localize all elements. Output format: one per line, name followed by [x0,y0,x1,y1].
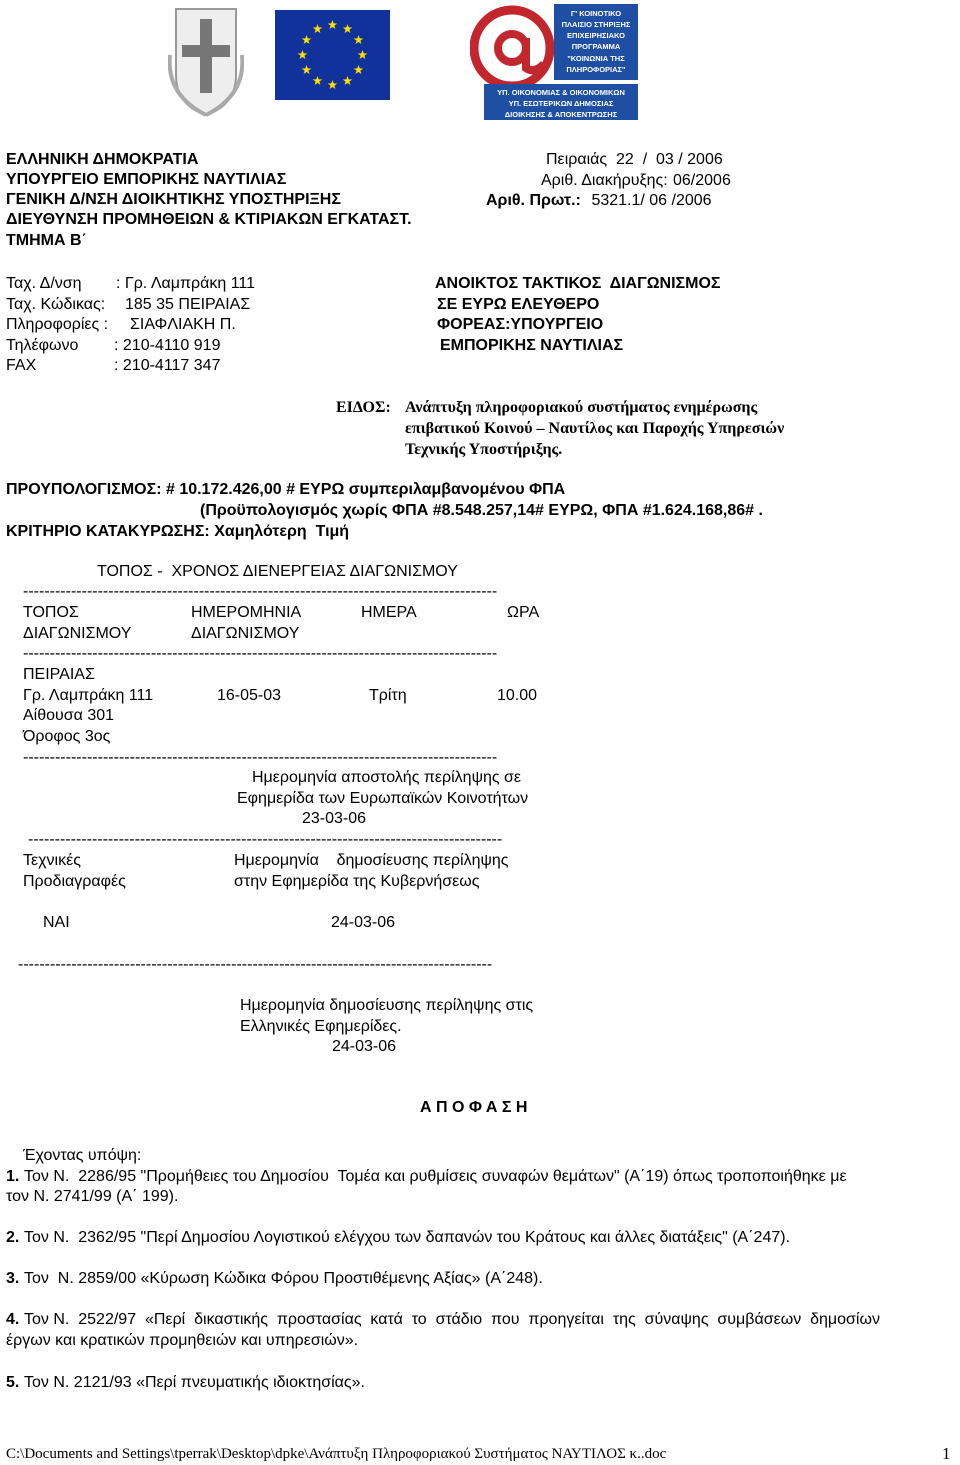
gov-publication-line: στην Εφημερίδα της Κυβερνήσεως [234,873,480,890]
eu-flag-logo [275,10,390,100]
having-regard: Έχοντας υπόψη: [23,1147,142,1164]
contact-label: Τηλέφωνο [6,337,79,354]
dashed-separator: ----------------------------------------------------------------------------------------- [28,831,503,848]
item-number: 4. [6,1311,20,1328]
item-text: έργων και κρατικών προμηθειών και υπηρεσιών». [6,1332,359,1349]
eu-publication-line: Εφημερίδα των Ευρωπαϊκών Κοινοτήτων [237,790,529,807]
tender-type-line: ΦΟΡΕΑΣ:ΥΠΟΥΡΓΕΙΟ [437,316,604,333]
greek-publication-date: 24-03-06 [332,1038,397,1055]
column-time: ΩΡΑ [507,604,540,621]
item-number: 3. [6,1270,20,1287]
tender-time: 10.00 [497,687,538,704]
place-line: ΠΕΙΡΑΙΑΣ [23,666,95,683]
greek-coat-of-arms-logo [168,5,244,117]
gov-publication-line: Ημερομηνία δημοσίευσης περίληψης [234,852,509,869]
ec-badge-line: ΕΠΙΧΕΙΡΗΣΙΑΚΟ [567,31,625,40]
contact-value: ΣΙΑΦΛΙΑΚΗ Π. [130,316,236,333]
tender-number-value: 06/2006 [673,172,731,189]
dashed-separator: ----------------------------------------------------------------------------------------- [23,583,498,600]
tender-type-line: ΑΝΟΙΚΤΟΣ ΤΑΚΤΙΚΟΣ ΔΙΑΓΩΝΙΣΜΟΣ [435,275,721,292]
contact-label: Ταχ. Δ/νση [6,275,82,292]
page-number: 1 [942,1444,951,1463]
header-line: ΤΜΗΜΑ Β΄ [6,232,87,249]
ministry-line: ΥΠ. ΟΙΚΟΝΟΜΙΑΣ & ΟΙΚΟΝΟΜΙΚΩΝ [497,88,625,97]
eu-publication-date: 23-03-06 [302,810,367,827]
item-text: Τον Ν. 2121/93 «Περί πνευματικής ιδιοκτησίας». [24,1374,365,1391]
ec-badge-line: ΠΡΟΓΡΑΜΜΑ [571,42,621,51]
place-line: Αίθουσα 301 [23,707,115,724]
greek-publication-line: Ελληνικές Εφημερίδες. [240,1018,402,1035]
protocol-number-value: 5321.1/ 06 /2006 [587,192,712,209]
column-date: ΗΜΕΡΟΜΗΝΙΑ [191,604,302,621]
header-line: ΔΙΕΥΘΥΝΣΗ ΠΡΟΜΗΘΕΙΩΝ & ΚΤΙΡΙΑΚΩΝ ΕΓΚΑΤΑΣΤ. [6,211,412,228]
footer-file-path: C:\Documents and Settings\tperrak\Desktop\dpke\Ανάπτυξη Πληροφοριακού Συστήματος ΝΑΥΤΙΛΟΣ κ..doc [6,1446,667,1462]
tender-day: Τρίτη [369,687,407,704]
item-text: Τον Ν. 2859/00 «Κύρωση Κώδικα Φόρου Προστιθέμενης Αξίας» (Α΄248). [24,1270,543,1287]
ec-badge-line: ΠΛΗΡΟΦΟΡΙΑΣ" [566,65,626,74]
item-number: 5. [6,1374,20,1391]
item-number: 2. [6,1229,20,1246]
tech-specs-line: Τεχνικές [23,852,81,869]
document-date: Πειραιάς 22 / 03 / 2006 [546,151,723,168]
decision-title: Α Π Ο Φ Α Σ Η [420,1099,528,1116]
tech-specs-line: Προδιαγραφές [23,873,126,890]
item-text: τον Ν. 2741/99 (Α΄ 199). [6,1188,179,1205]
tender-number-label: Αριθ. Διακήρυξης: [541,172,668,189]
column-place: ΔΙΑΓΩΝΙΣΜΟΥ [23,625,132,642]
contact-label: Πληροφορίες : [6,316,109,333]
budget-line: ΠΡΟΥΠΟΛΟΓΙΣΜΟΣ: # 10.172.426,00 # ΕΥΡΩ συμπεριλαμβανομένου ΦΠΑ [6,481,566,498]
ec-badge-line: ΠΛΑΙΣΙΟ ΣΤΗΡΙΞΗΣ [561,20,631,29]
tech-specs-value: ΝΑΙ [43,914,70,931]
header-line: ΥΠΟΥΡΓΕΙΟ ΕΜΠΟΡΙΚΗΣ ΝΑΥΤΙΛΙΑΣ [6,171,287,188]
contact-label: Ταχ. Κώδικας: [6,296,106,313]
place-line: Γρ. Λαμπράκη 111 [23,687,154,704]
ec-badge-line: "ΚΟΙΝΩΝΙΑ ΤΗΣ [567,54,625,63]
header-line: ΓΕΝΙΚΗ Δ/ΝΣΗ ΔΙΟΙΚΗΤΙΚΗΣ ΥΠΟΣΤΗΡΙΞΗΣ [6,191,341,208]
greek-publication-line: Ημερομηνία δημοσίευσης περίληψης στις [240,997,534,1014]
eu-publication-line: Ημερομηνία αποστολής περίληψης σε [252,769,522,786]
item-text: Τον Ν. 2286/95 "Προμήθειες του Δημοσίου Τομέα και ρυθμίσεις συναφών θεμάτων" (Α΄19) όπως τροποποιήθηκε με [24,1168,847,1185]
column-date: ΔΙΑΓΩΝΙΣΜΟΥ [191,625,300,642]
contact-value: 185 35 ΠΕΙΡΑΙΑΣ [125,296,251,313]
contact-label: FAX [6,357,37,374]
ministry-line: ΥΠ. ΕΣΩΤΕΡΙΚΩΝ ΔΗΜΟΣΙΑΣ [508,99,614,108]
ministry-line: ΔΙΟΙΚΗΣΗΣ & ΑΠΟΚΕΝΤΡΩΣΗΣ [504,110,618,119]
budget-line: (Προϋπολογισμός χωρίς ΦΠΑ #8.548.257,14# ΕΥΡΩ, ΦΠΑ #1.624.168,86# . [200,502,763,519]
item-text: Τον Ν. 2522/97 «Περί δικαστικής προστασίας κατά το στάδιο που προηγείται της σύναψης συμβάσεων δημοσίων [24,1311,880,1328]
dashed-separator: ----------------------------------------------------------------------------------------- [23,645,498,662]
item-number: 1. [6,1168,20,1185]
tender-type-line: ΕΜΠΟΡΙΚΗΣ ΝΑΥΤΙΛΙΑΣ [440,337,624,354]
ec-badge-line: Γ' ΚΟΙΝΟΤΙΚΟ [570,9,622,18]
tender-type-line: ΣΕ ΕΥΡΩ ΕΛΕΥΘΕΡΟ [437,296,600,313]
subject-line: επιβατικού Κοινού – Ναυτίλος και Παροχής Υπηρεσιών [405,420,785,437]
dashed-separator: ----------------------------------------------------------------------------------------- [23,749,498,766]
award-criterion: ΚΡΙΤΗΡΙΟ ΚΑΤΑΚΥΡΩΣΗΣ: Χαμηλότερη Τιμή [6,523,350,540]
header-line: ΕΛΛΗΝΙΚΗ ΔΗΜΟΚΡΑΤΙΑ [6,151,199,168]
contact-value: : 210-4117 347 [114,357,221,374]
column-day: ΗΜΕΡΑ [361,604,417,621]
contact-value: : Γρ. Λαμπράκη 111 [116,275,256,292]
place-line: Όροφος 3ος [23,728,111,745]
item-text: Τον Ν. 2362/95 "Περί Δημοσίου Λογιστικού ελέγχου των δαπανών του Κράτους και άλλες διατάξεις" (Α΄247). [24,1229,791,1246]
tender-date: 16-05-03 [217,687,282,704]
schedule-title: ΤΟΠΟΣ - ΧΡΟΝΟΣ ΔΙΕΝΕΡΓΕΙΑΣ ΔΙΑΓΩΝΙΣΜΟΥ [97,563,458,580]
subject-label: ΕΙΔΟΣ: [336,399,391,416]
column-place: ΤΟΠΟΣ [23,604,79,621]
protocol-number-label: Αριθ. Πρωτ.: [486,192,581,209]
subject-line: Τεχνικής Υποστήριξης. [405,441,563,458]
dashed-separator: ----------------------------------------------------------------------------------------- [18,956,493,973]
contact-value: : 210-4110 919 [114,337,221,354]
gov-publication-date: 24-03-06 [331,914,396,931]
information-society-logo [470,2,640,122]
subject-line: Ανάπτυξη πληροφοριακού συστήματος ενημέρωσης [405,399,758,416]
